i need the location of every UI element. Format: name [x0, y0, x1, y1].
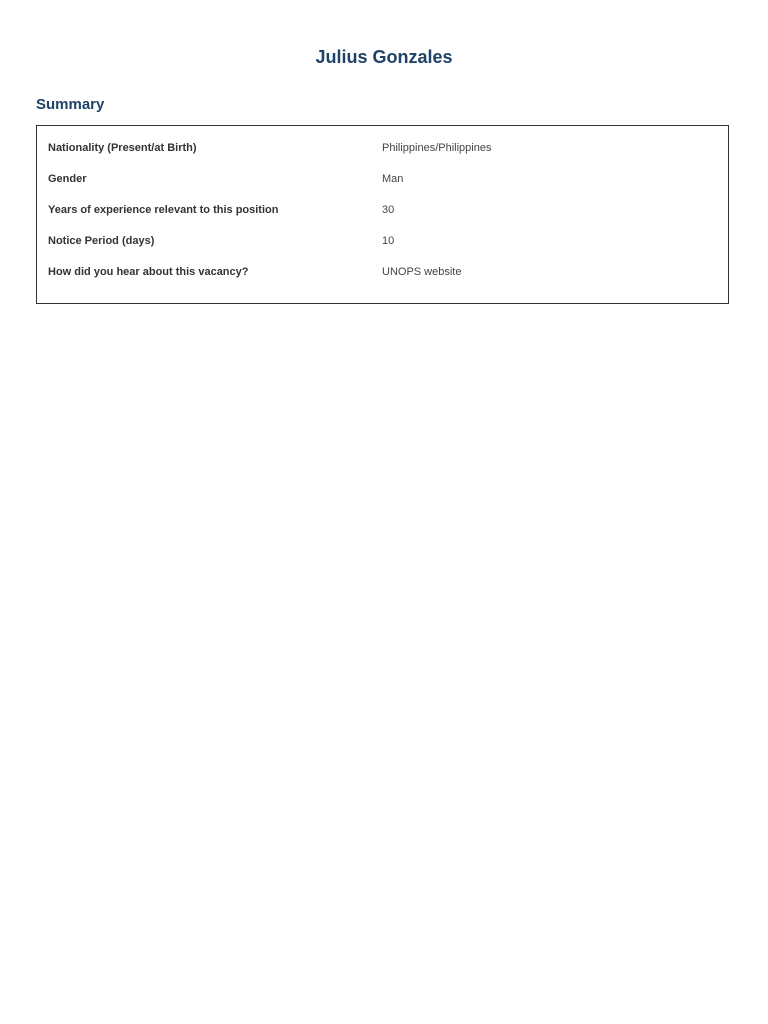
summary-row-label: Nationality (Present/at Birth): [48, 142, 197, 154]
summary-row-notice-period: [37, 231, 728, 251]
summary-row-value: 30: [382, 204, 395, 216]
summary-row-value: 10: [382, 235, 395, 247]
summary-heading: Summary: [36, 96, 105, 113]
summary-row-value: Philippines/Philippines: [382, 142, 492, 154]
summary-row-value: UNOPS website: [382, 266, 462, 278]
summary-row-nationality: [37, 138, 728, 158]
summary-row-experience: [37, 200, 728, 220]
summary-row-label: Notice Period (days): [48, 235, 155, 247]
summary-row-label: Years of experience relevant to this position: [48, 204, 279, 216]
summary-row-label: Gender: [48, 173, 87, 185]
summary-table: [36, 125, 729, 304]
summary-row-gender: [37, 169, 728, 189]
summary-row-value: Man: [382, 173, 404, 185]
candidate-name-title: Julius Gonzales: [315, 47, 453, 67]
summary-row-label: How did you hear about this vacancy?: [48, 266, 249, 278]
summary-row-vacancy-source: [37, 262, 728, 282]
